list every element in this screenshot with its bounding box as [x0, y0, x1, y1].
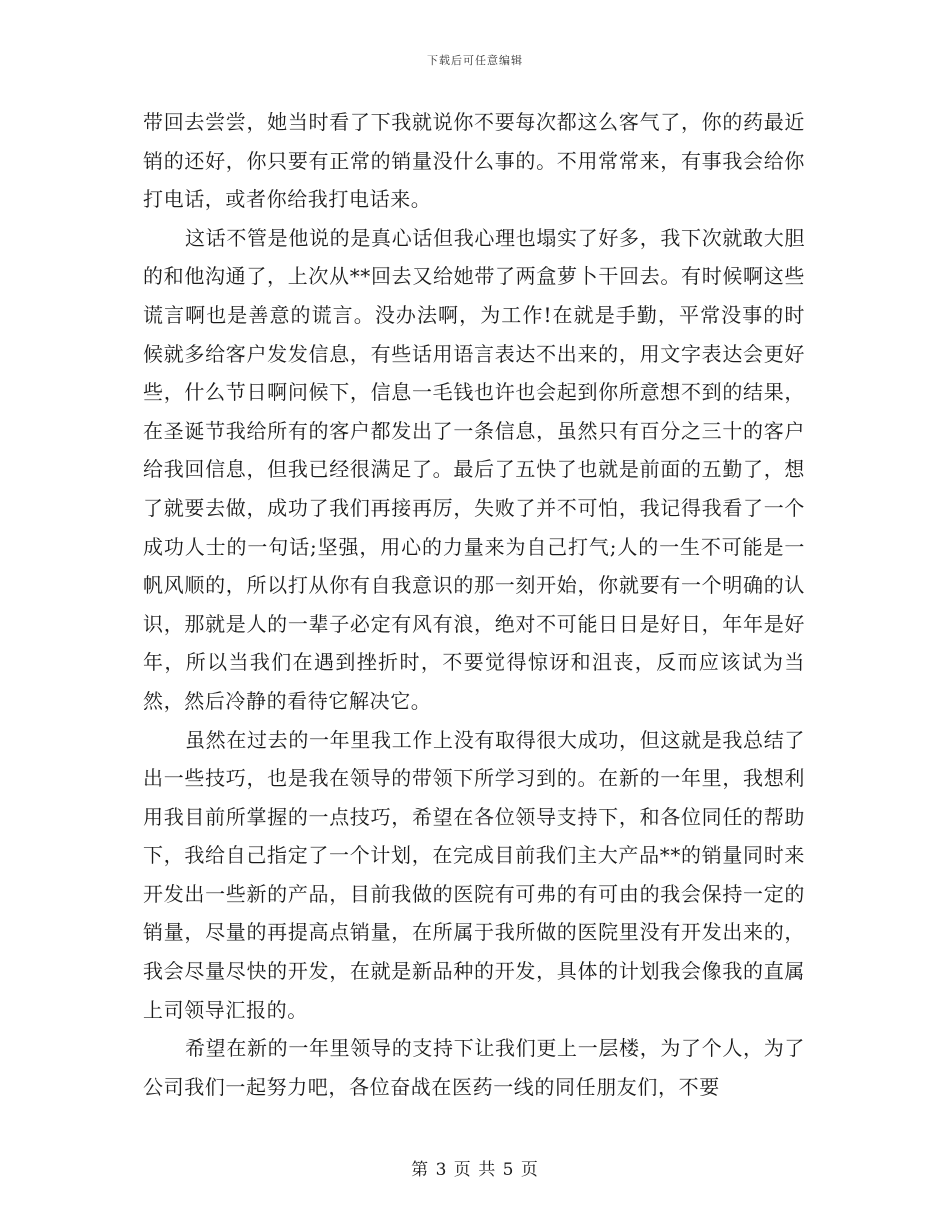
paragraph-plan: 虽然在过去的一年里我工作上没有取得很大成功，但这就是我总结了出一些技巧，也是我在领导的带领下所学习到的。在新的一年里，我想利用我目前所掌握的一点技巧，希望在各位领导支持下，和各位同任的帮助下，我给自己指定了一个计划，在完成目前我们主大产品**的销量同时来开发出一些新的产品，目前我做的医院有可弗的有可由的我会保持一定的销量，尽量的再提高点销量，在所属于我所做的医院里没有开发出来的，我会尽量尽快的开发，在就是新品种的开发，具体的计划我会像我的直属上司领导汇报的。 — [143, 727, 805, 1022]
page-header: 下载后可任意编辑 — [427, 54, 523, 67]
page-number: 第 3 页 共 5 页 — [411, 1160, 539, 1180]
paragraph-communication: 这话不管是他说的是真心话但我心理也塌实了好多，我下次就敢大胆的和他沟通了，上次从**回去又给她带了两盒萝卜干回去。有时候啊这些谎言啊也是善意的谎言。没办法啊，为工作!在就是手勤，平常没事的时候就多给客户发发信息，有些话用语言表达不出来的，用文字表达会更好些，什么节日啊问候下，信息一毛钱也许也会起到你所意想不到的结果，在圣诞节我给所有的客户都发出了一条信息，虽然只有百分之三十的客户给我回信息，但我已经很满足了。最后了五快了也就是前面的五勤了，想了就要去做，成功了我们再接再厉，失败了并不可怕，我记得我看了一个成功人士的一句话;坚强，用心的力量来为自己打气;人的一生不可能是一帆风顺的，所以打从你有自我意识的那一刻开始，你就要有一个明确的认识，那就是人的一辈子必定有风有浪，绝对不可能日日是好日，年年是好年，所以当我们在遇到挫折时，不要觉得惊讶和沮丧，反而应该试为当然，然后冷静的看待它解决它。 — [143, 225, 805, 713]
paragraph-continuation: 带回去尝尝，她当时看了下我就说你不要每次都这么客气了，你的药最近销的还好，你只要有正常的销量没什么事的。不用常常来，有事我会给你打电话，或者你给我打电话来。 — [143, 110, 805, 212]
paragraph-closing: 希望在新的一年里领导的支持下让我们更上一层楼，为了个人，为了公司我们一起努力吧，各位奋战在医药一线的同任朋友们，不要 — [143, 1036, 805, 1099]
document-body — [143, 103, 805, 1106]
